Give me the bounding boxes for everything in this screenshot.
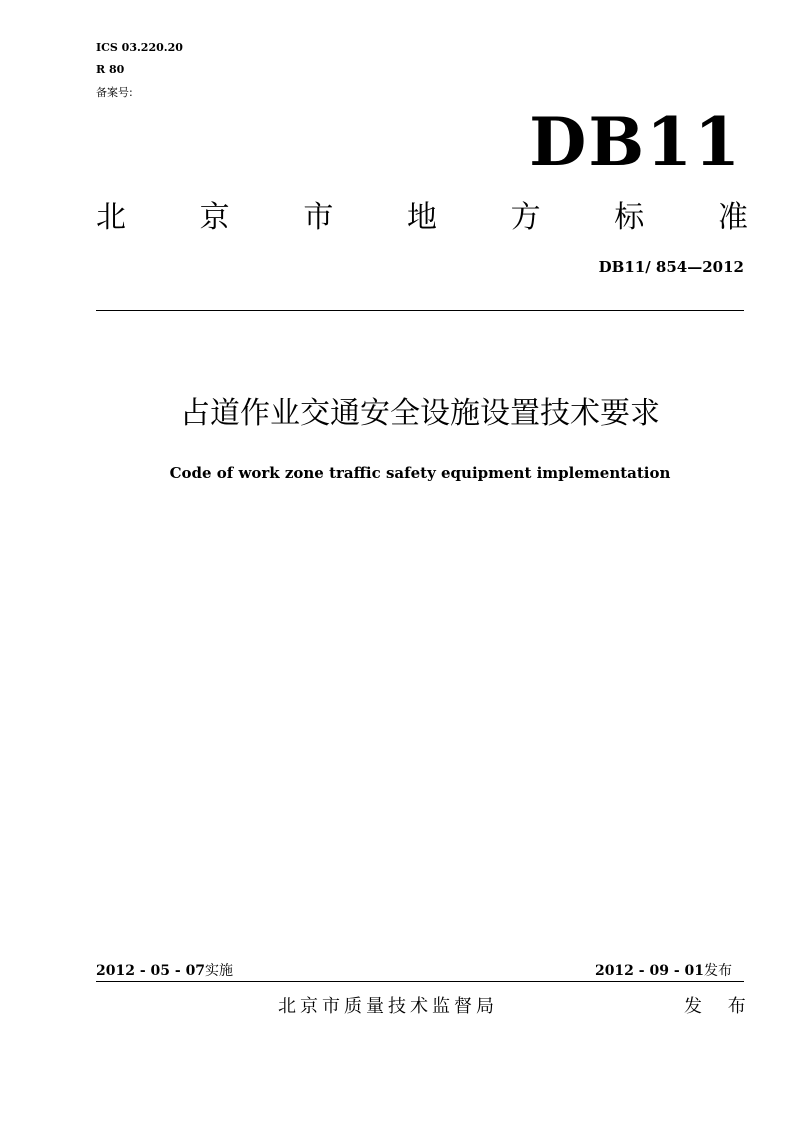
- standard-type-char: 北: [96, 200, 126, 235]
- footer-divider: [96, 981, 744, 982]
- implement-date: 2012 - 05 - 07: [96, 963, 206, 979]
- record-number-label: 备案号:: [96, 86, 133, 99]
- ccs-code: R 80: [96, 63, 125, 76]
- publish-word: 发 布: [684, 996, 756, 1017]
- standard-number: DB11/ 854—2012: [598, 258, 744, 276]
- implement-date-block: [96, 960, 233, 982]
- header-divider: [96, 310, 744, 311]
- standard-type-char: 市: [303, 200, 334, 235]
- standard-type-char: 准: [717, 200, 748, 235]
- standard-type-char: 地: [406, 200, 437, 235]
- implement-label: 实施: [205, 963, 234, 979]
- publisher-name: 北京市质量技术监督局: [278, 996, 498, 1017]
- document-title-english: Code of work zone traffic safety equipment implementation: [169, 464, 671, 482]
- standard-type-title: [96, 196, 748, 240]
- standard-type-char: 方: [510, 200, 541, 235]
- publish-date: 2012 - 09 - 01: [594, 963, 704, 979]
- date-row: [96, 960, 744, 982]
- standard-type-char: 标: [614, 200, 645, 235]
- standard-type-char: 京: [199, 200, 230, 235]
- ics-code: ICS 03.220.20: [96, 41, 183, 54]
- publish-date-block: [595, 960, 732, 982]
- publish-label: 发布: [704, 963, 732, 979]
- document-title-chinese: 占道作业交通安全设施设置技术要求: [180, 396, 660, 431]
- standard-code: DB11: [529, 103, 742, 181]
